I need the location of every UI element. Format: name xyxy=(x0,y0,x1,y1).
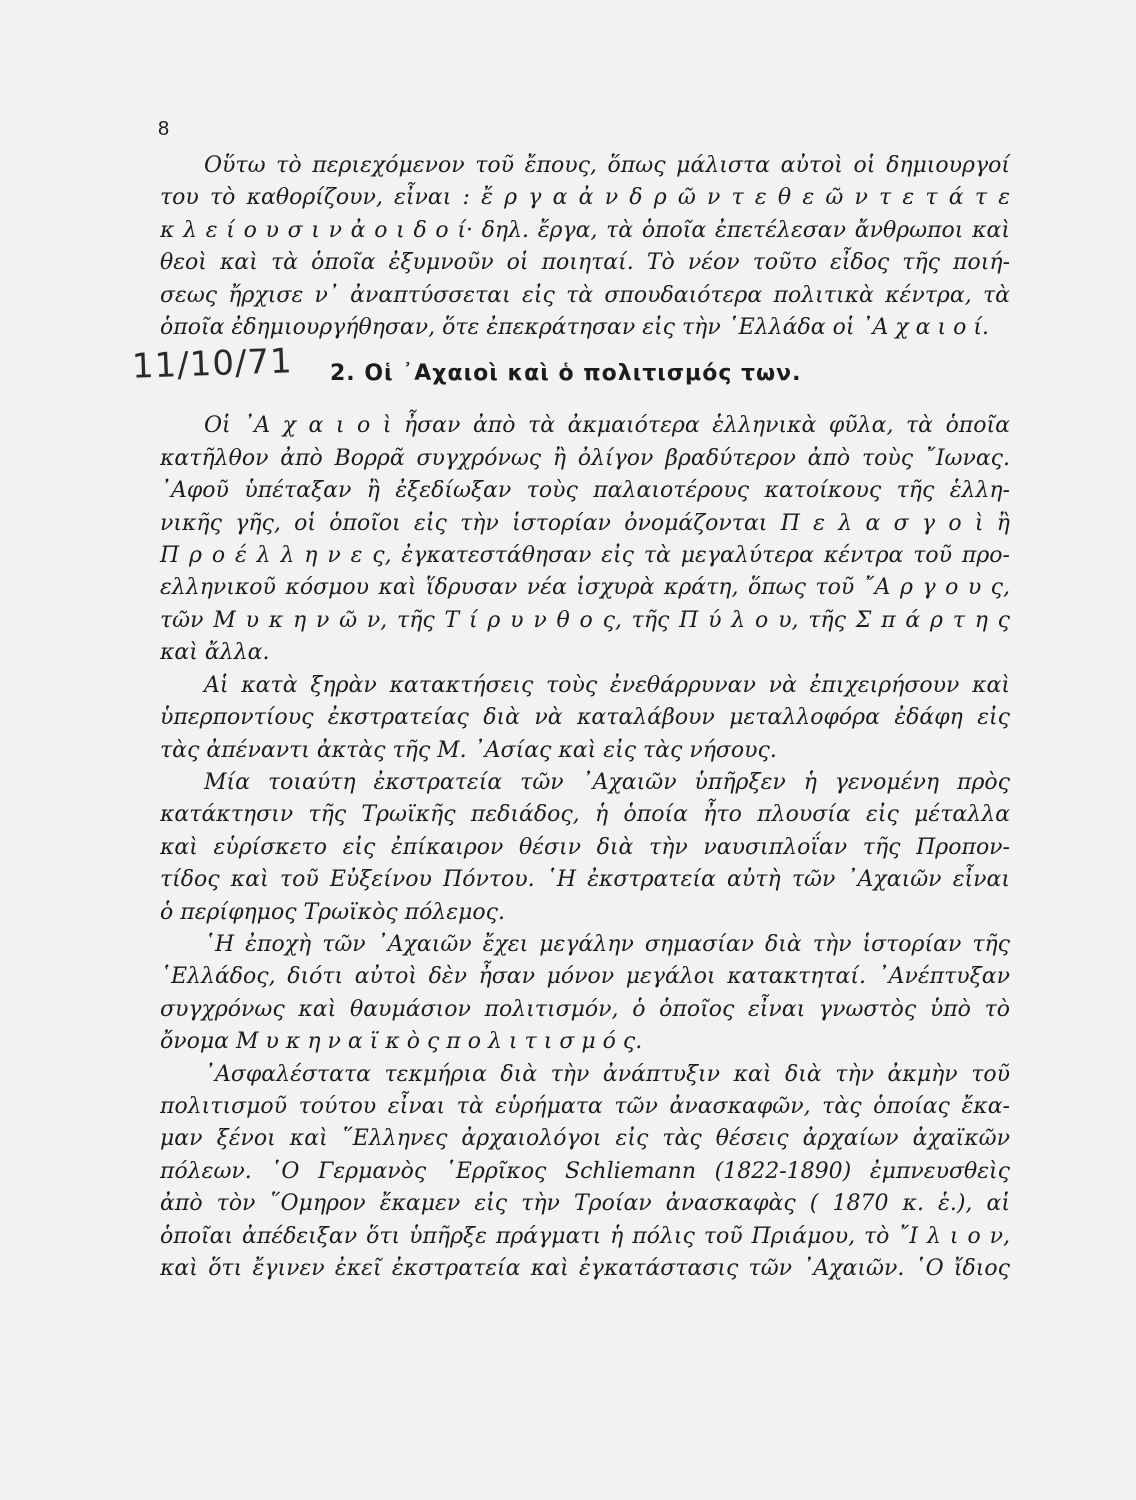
text-line: κατῆλθον ἀπὸ Βορρᾶ συγχρόνως ἢ ὀλίγον βραδύτερον ἀπὸ τοὺς ῎Ιωνας. xyxy=(160,445,1010,471)
text-line: μαν ξένοι καὶ ῞Ελληνες ἀρχαιολόγοι εἰς τὰς θέσεις ἀρχαίων ἀχαϊκῶν xyxy=(160,1126,1010,1152)
text-line: κατάκτησιν τῆς Τρωϊκῆς πεδιάδος, ἡ ὁποία ἦτο πλουσία εἰς μέταλλα xyxy=(160,802,1010,828)
text-line: καὶ ἄλλα. xyxy=(160,640,270,666)
text-line: Οἱ ᾿Α χ α ι ο ὶ ἦσαν ἀπὸ τὰ ἀκμαιότερα ἑλληνικὰ φῦλα, τὰ ὁποῖα xyxy=(204,413,1010,439)
text-line: καὶ εὑρίσκετο εἰς ἐπίκαιρον θέσιν διὰ τὴν ναυσιπλοΐαν τῆς Προπον- xyxy=(160,834,1010,860)
text-line: θεοὶ καὶ τὰ ὁποῖα ἐξυμνοῦν οἱ ποιηταί. Τὸ νέον τοῦτο εἶδος τῆς ποιή- xyxy=(160,250,1010,276)
text-line: ὁποῖαι ἀπέδειξαν ὅτι ὑπῆρξε πράγματι ἡ πόλις τοῦ Πριάμου, τὸ ῎Ι λ ι ο ν, xyxy=(160,1223,1010,1249)
section-heading-row xyxy=(131,341,1010,410)
text-line: καὶ ὅτι ἔγινεν ἐκεῖ ἐκστρατεία καὶ ἐγκατάστασις τῶν ᾿Αχαιῶν. ῾Ο ἴδιος xyxy=(160,1256,1010,1281)
text-line: ὁ περίφημος Τρωϊκὸς πόλεμος. xyxy=(160,899,505,925)
paragraph-excavations xyxy=(160,1059,1010,1286)
text-line: Αἱ κατὰ ξηρὰν κατακτήσεις τοὺς ἐνεθάρρυναν νὰ ἐπιχειρήσουν καὶ xyxy=(204,672,1010,698)
section-heading: 2. Οἱ ᾿Αχαιοὶ καὶ ὁ πολιτισμός των. xyxy=(330,361,802,387)
text-line: Μία τοιαύτη ἐκστρατεία τῶν ᾿Αχαιῶν ὑπῆρξεν ἡ γενομένη πρὸς xyxy=(204,769,1010,795)
text-line: ὁποῖα ἐδημιουργήθησαν, ὅτε ἐπεκράτησαν εἰς τὴν ῾Ελλάδα οἱ ᾿Α χ α ι ο ί. xyxy=(160,315,989,341)
text-line: ὑπερποντίους ἐκστρατείας διὰ νὰ καταλάβουν μεταλλοφόρα ἐδάφη εἰς xyxy=(160,705,1010,731)
paragraph-trojan-war xyxy=(160,767,1010,929)
body-text xyxy=(131,150,1010,1285)
text-line: συγχρόνως καὶ θαυμάσιον πολιτισμόν, ὁ ὁποῖος εἶναι γνωστὸς ὑπὸ τὸ xyxy=(160,996,1010,1022)
text-line: ᾿Ασφαλέστατα τεκμήρια διὰ τὴν ἀνάπτυξιν καὶ διὰ τὴν ἀκμὴν τοῦ xyxy=(204,1061,1010,1087)
text-line: ελληνικοῦ κόσμου καὶ ἵδρυσαν νέα ἰσχυρὰ κράτη, ὅπως τοῦ ῎Α ρ γ ο υ ς, xyxy=(160,575,1010,601)
text-line: πόλεων. ῾Ο Γερμανὸς ῾Ερρῖκος Schliemann (1822-1890) ἐμπνευσθεὶς xyxy=(160,1158,1010,1184)
text-line: τῶν Μ υ κ η ν ῶ ν, τῆς Τ ί ρ υ ν θ ο ς, τῆς Π ύ λ ο υ, τῆς Σ π ά ρ τ η ς xyxy=(160,607,1010,633)
text-line: πολιτισμοῦ τούτου εἶναι τὰ εὑρήματα τῶν ἀνασκαφῶν, τὰς ὁποίας ἔκα- xyxy=(160,1093,1010,1119)
paragraph-achaeans xyxy=(160,410,1010,669)
text-line: του τὸ καθορίζουν, εἶναι : ἔ ρ γ α ἀ ν δ ρ ῶ ν τ ε θ ε ῶ ν τ ε τ ά τ ε xyxy=(160,185,1010,211)
text-line: ῾Ελλάδος, διότι αὐτοὶ δὲν ἦσαν μόνον μεγάλοι κατακτηταί. ᾿Ανέπτυξαν xyxy=(160,964,1010,990)
intro-paragraph xyxy=(160,150,1010,344)
text-line: τὰς ἀπέναντι ἀκτὰς τῆς Μ. ᾿Ασίας καὶ εἰς τὰς νήσους. xyxy=(160,737,777,763)
text-line: Π ρ ο έ λ λ η ν ε ς, ἐγκατεστάθησαν εἰς τὰ μεγαλύτερα κέντρα τοῦ προ- xyxy=(160,543,1010,569)
text-line: νικῆς γῆς, οἱ ὁποῖοι εἰς τὴν ἱστορίαν ὀνομάζονται Π ε λ α σ γ ο ὶ ἢ xyxy=(160,510,1010,536)
text-line: ἀπὸ τὸν ῞Ομηρον ἔκαμεν εἰς τὴν Τροίαν ἀνασκαφὰς ( 1870 κ. ἑ.), αἱ xyxy=(160,1191,1010,1217)
text-line: ᾿Αφοῦ ὑπέταξαν ἢ ἐξεδίωξαν τοὺς παλαιοτέρους κατοίκους τῆς ἑλλη- xyxy=(160,478,1010,504)
text-line: κ λ ε ί ο υ σ ι ν ἀ ο ι δ ο ί· δηλ. ἔργα, τὰ ὁποῖα ἐπετέλεσαν ἄνθρωποι καὶ xyxy=(160,217,1010,243)
text-line: σεως ἤρχισε ν᾿ ἀναπτύσσεται εἰς τὰ σπουδαιότερα πολιτικὰ κέντρα, τὰ xyxy=(160,282,1010,308)
paragraph-conquests xyxy=(160,670,1010,767)
text-line: ῾Η ἐποχὴ τῶν ᾿Αχαιῶν ἔχει μεγάλην σημασίαν διὰ τὴν ἱστορίαν τῆς xyxy=(204,931,1010,957)
text-line: τίδος καὶ τοῦ Εὐξείνου Πόντου. ῾Η ἐκστρατεία αὐτὴ τῶν ᾿Αχαιῶν εἶναι xyxy=(160,867,1010,893)
paragraph-mycenaean xyxy=(160,929,1010,1059)
text-line: ὄνομα Μ υ κ η ν α ϊ κ ὸ ς π ο λ ι τ ι σ μ ό ς. xyxy=(160,1029,643,1055)
handwritten-date: 11/10/71 xyxy=(131,341,294,388)
text-line: Οὕτω τὸ περιεχόμενον τοῦ ἔπους, ὅπως μάλιστα αὐτοὶ οἱ δημιουργοί xyxy=(204,153,1010,178)
page-number: 8 xyxy=(158,118,170,140)
